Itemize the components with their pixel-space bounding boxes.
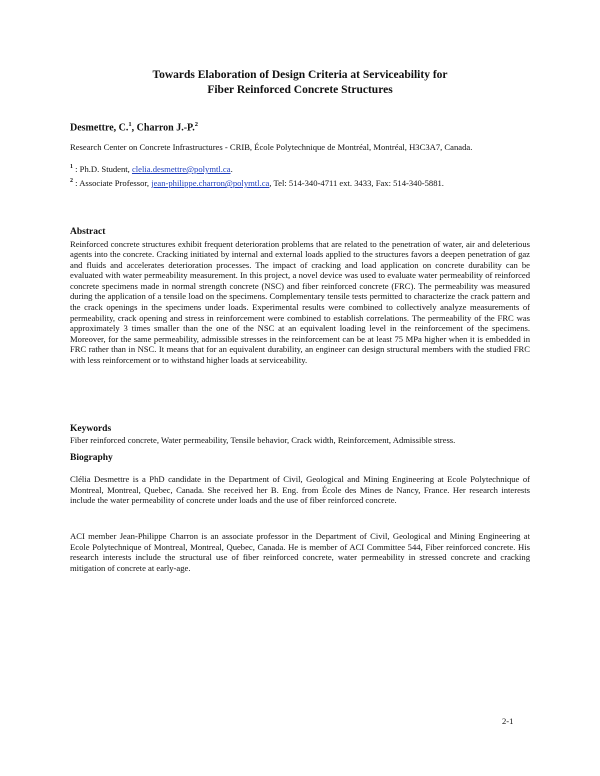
keywords-heading: Keywords [70,424,112,434]
footnote-2-prefix: : Associate Professor, [73,178,152,188]
footnote-1 [70,164,233,174]
footnote-2-mark: 2 [70,178,73,185]
title-line-1: Towards Elaboration of Design Criteria at Serviceability for [152,69,448,81]
author-list [70,121,198,133]
keywords-text: Fiber reinforced concrete, Water permeability, Tensile behavior, Crack width, Reinforcement, Admissible stress. [70,435,456,445]
biography-paragraph-1: Clélia Desmettre is a PhD candidate in the Department of Civil, Geological and Mining Engineering at Ecole Polytechnique of Montreal, Montreal, Quebec, Canada. She received her B. Eng. from École des Mines de Nancy, France. Her research interests include the water permeability of concrete under loads and the use of fiber reinforced concrete. [70,474,530,506]
abstract-heading: Abstract [70,227,106,237]
author-separator: , [131,122,137,134]
email-link-1[interactable]: clelia.desmettre@polymtl.ca [131,164,231,174]
paper-title [0,68,600,98]
email-link-2[interactable]: jean-philippe.charron@polymtl.ca [151,178,270,188]
footnote-1-prefix: : Ph.D. Student, [73,164,132,174]
biography-heading: Biography [70,453,113,463]
author-2-mark: 2 [194,121,198,128]
biography-paragraph-2: ACI member Jean-Philippe Charron is an associate professor in the Department of Civil, Geological and Mining Engineering at Ecole Polytechnique of Montreal, Montreal, Quebec, Canada. He is member of ACI Committee 544, Fiber reinforced concrete. His research interests include the structural use of fiber reinforced concrete, water permeability in stressed concrete and cracking mitigation of concrete at early-age. [70,531,530,573]
author-1-mark: 1 [128,121,132,128]
page-number: 2-1 [502,716,514,726]
author-2-name: Charron J.-P. [136,122,195,134]
abstract-text: Reinforced concrete structures exhibit frequent deterioration problems that are related to the penetration of water, air and deleterious agents into the concrete. Cracking initiated by internal and external loads applied to the structures favors a deepen penetration of gaz and fluids and accelerates deterioration processes. The impact of cracking and load application on concrete durability can be evaluated with water permeability measurement. In this project, a novel device was used to evaluate water permeability of reinforced concrete specimens made in normal strength concrete (NSC) and fiber reinforced concrete (FRC). The permeability was measured during the application of a tensile load on the specimens. Complementary tensile tests permitted to characterize the crack pattern and the crack openings in the specimens under loads. Experimental results were combined to collectively analyze measurements of permeability, crack opening and stress in reinforcement were combined to establish correlations. The permeability of the FRC was approximately 3 times smaller than the one of the NSC at an equivalent loading level in the reinforcement of the specimens. Moreover, for the same permeability, admissible stresses in the reinforcement can be at least 75 MPa higher when it is embedded in FRC rather than in NSC. It means that for an equivalent durability, an engineer can design structural members with the studied FRC with less reinforcement or to withstand higher loads at serviceability. [70,238,530,366]
footnote-2-suffix: , Tel: 514-340-4711 ext. 3433, Fax: 514-340-5881. [269,178,444,188]
footnote-1-mark: 1 [70,164,73,171]
author-1-name: Desmettre, C. [70,122,129,134]
footnote-1-suffix: . [230,164,233,174]
footnote-2 [70,178,444,188]
title-line-2: Fiber Reinforced Concrete Structures [207,84,393,96]
affiliation: Research Center on Concrete Infrastructures - CRIB, École Polytechnique de Montréal, Montréal, H3C3A7, Canada. [70,142,473,152]
